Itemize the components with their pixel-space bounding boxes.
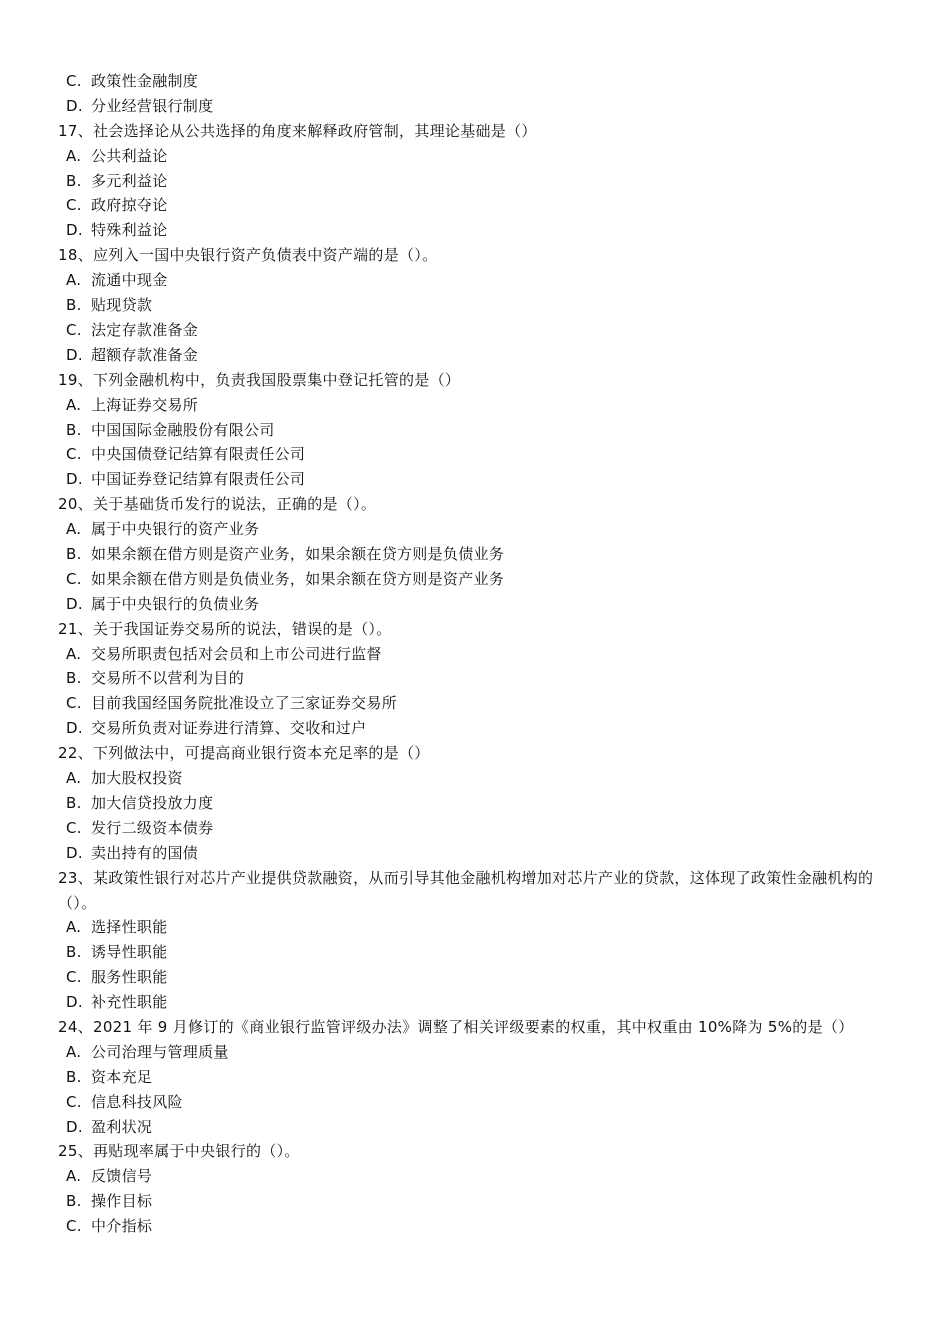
option-text: 交易所职责包括对会员和上市公司进行监督 — [91, 644, 382, 663]
question-stem — [58, 1139, 898, 1164]
option-text: 卖出持有的国债 — [91, 843, 199, 862]
option-letter: A. — [66, 1167, 82, 1186]
option-text: 特殊利益论 — [91, 221, 168, 240]
option-b — [58, 1189, 898, 1214]
option-a — [58, 268, 898, 293]
option-b — [58, 1065, 898, 1090]
option-d — [58, 990, 898, 1015]
option-b — [58, 542, 898, 567]
question-stem — [58, 1015, 898, 1040]
question-number: 23、 — [58, 868, 93, 887]
option-a — [58, 915, 898, 940]
option-c — [58, 1214, 898, 1239]
option-letter: B. — [66, 544, 82, 563]
option-text: 反馈信号 — [91, 1167, 153, 1186]
option-b — [58, 940, 898, 965]
option-text: 超额存款准备金 — [91, 345, 199, 364]
question-21 — [58, 617, 898, 741]
option-d — [58, 841, 898, 866]
option-d — [58, 467, 898, 492]
option-d — [58, 716, 898, 741]
option-c — [58, 816, 898, 841]
option-c — [58, 69, 898, 94]
question-stem — [58, 617, 898, 642]
option-c — [58, 567, 898, 592]
option-a — [58, 1040, 898, 1065]
option-text: 分业经营银行制度 — [91, 96, 214, 115]
question-number: 25、 — [58, 1142, 93, 1161]
option-text: 盈利状况 — [91, 1117, 153, 1136]
option-d — [58, 94, 898, 119]
option-text: 公共利益论 — [91, 146, 168, 165]
option-d — [58, 343, 898, 368]
option-text: 信息科技风险 — [91, 1092, 183, 1111]
option-letter: B. — [66, 793, 82, 812]
option-b — [58, 169, 898, 194]
question-16-tail — [58, 69, 898, 119]
option-text: 诱导性职能 — [91, 943, 168, 962]
question-number: 18、 — [58, 246, 93, 265]
option-a — [58, 393, 898, 418]
option-letter: C. — [66, 968, 82, 987]
question-number: 24、 — [58, 1017, 93, 1036]
option-text: 交易所负责对证券进行清算、交收和过户 — [91, 719, 367, 738]
option-letter: A. — [66, 271, 82, 290]
option-letter: C. — [66, 445, 82, 464]
option-letter: A. — [66, 918, 82, 937]
option-d — [58, 218, 898, 243]
option-text: 政府掠夺论 — [91, 196, 168, 215]
option-letter: C. — [66, 694, 82, 713]
question-text: 下列做法中，可提高商业银行资本充足率的是（） — [93, 744, 430, 763]
option-text: 政策性金融制度 — [91, 72, 199, 90]
option-a — [58, 144, 898, 169]
option-text: 中国证券登记结算有限责任公司 — [91, 470, 306, 489]
option-letter: D. — [66, 1117, 83, 1136]
option-letter: D. — [66, 993, 83, 1012]
option-text: 服务性职能 — [91, 968, 168, 987]
option-text: 发行二级资本债券 — [91, 818, 214, 837]
option-letter: C. — [66, 818, 82, 837]
question-stem — [58, 741, 898, 766]
option-text: 流通中现金 — [91, 271, 168, 290]
question-text: 关于我国证券交易所的说法，错误的是（）。 — [93, 619, 392, 638]
option-text: 资本充足 — [91, 1067, 153, 1086]
option-a — [58, 1164, 898, 1189]
option-text: 中央国债登记结算有限责任公司 — [91, 445, 306, 464]
question-24 — [58, 1015, 898, 1139]
question-25 — [58, 1139, 898, 1239]
option-letter: A. — [66, 1042, 82, 1061]
question-stem — [58, 368, 898, 393]
option-letter: B. — [66, 1192, 82, 1211]
option-text: 加大股权投资 — [91, 769, 183, 788]
option-letter: D. — [66, 96, 83, 115]
question-number: 19、 — [58, 370, 93, 389]
option-text: 多元利益论 — [91, 171, 168, 190]
option-c — [58, 691, 898, 716]
option-text: 上海证券交易所 — [91, 395, 199, 414]
option-letter: B. — [66, 420, 82, 439]
option-letter: B. — [66, 943, 82, 962]
option-text: 中介指标 — [91, 1217, 153, 1236]
question-17 — [58, 119, 898, 243]
question-18 — [58, 243, 898, 367]
option-text: 如果余额在借方则是资产业务，如果余额在贷方则是负债业务 — [91, 544, 505, 563]
option-letter: B. — [66, 1067, 82, 1086]
option-letter: C. — [66, 569, 82, 588]
option-text: 属于中央银行的资产业务 — [91, 520, 260, 539]
option-letter: C. — [66, 1217, 82, 1236]
option-letter: D. — [66, 345, 83, 364]
option-letter: D. — [66, 470, 83, 489]
option-a — [58, 766, 898, 791]
question-20 — [58, 492, 898, 616]
option-letter: A. — [66, 520, 82, 539]
option-text: 目前我国经国务院批准设立了三家证券交易所 — [91, 694, 398, 713]
question-text: 社会选择论从公共选择的角度来解释政府管制，其理论基础是（） — [93, 121, 537, 140]
option-letter: C. — [66, 320, 82, 339]
question-stem — [58, 866, 898, 916]
option-letter: C. — [66, 196, 82, 215]
question-text: 再贴现率属于中央银行的（）。 — [93, 1142, 300, 1161]
option-text: 加大信贷投放力度 — [91, 793, 214, 812]
option-text: 如果余额在借方则是负债业务，如果余额在贷方则是资产业务 — [91, 569, 505, 588]
option-letter: A. — [66, 644, 82, 663]
option-a — [58, 517, 898, 542]
option-letter: C. — [66, 72, 82, 90]
option-letter: C. — [66, 1092, 82, 1111]
question-22 — [58, 741, 898, 865]
option-text: 法定存款准备金 — [91, 320, 199, 339]
question-number: 21、 — [58, 619, 93, 638]
option-text: 交易所不以营利为目的 — [91, 669, 245, 688]
option-text: 属于中央银行的负债业务 — [91, 594, 260, 613]
option-a — [58, 642, 898, 667]
option-c — [58, 965, 898, 990]
question-text: 下列金融机构中，负责我国股票集中登记托管的是（） — [93, 370, 461, 389]
question-text: 应列入一国中央银行资产负债表中资产端的是（）。 — [93, 246, 438, 265]
question-stem — [58, 243, 898, 268]
question-stem — [58, 492, 898, 517]
option-d — [58, 592, 898, 617]
question-stem — [58, 119, 898, 144]
option-letter: B. — [66, 669, 82, 688]
option-c — [58, 1090, 898, 1115]
option-c — [58, 318, 898, 343]
option-text: 操作目标 — [91, 1192, 153, 1211]
option-letter: A. — [66, 395, 82, 414]
option-letter: D. — [66, 594, 83, 613]
option-letter: A. — [66, 769, 82, 788]
option-b — [58, 791, 898, 816]
exam-page — [58, 69, 898, 1239]
option-c — [58, 442, 898, 467]
question-text: 关于基础货币发行的说法，正确的是（）。 — [93, 495, 377, 514]
option-d — [58, 1115, 898, 1140]
option-text: 选择性职能 — [91, 918, 168, 937]
question-23 — [58, 866, 898, 1015]
question-number: 22、 — [58, 744, 93, 763]
option-letter: D. — [66, 221, 83, 240]
option-letter: B. — [66, 296, 82, 315]
option-b — [58, 418, 898, 443]
question-text: 2021 年 9 月修订的《商业银行监管评级办法》调整了相关评级要素的权重，其中权重由 10%降为 5%的是（） — [93, 1017, 854, 1036]
option-text: 中国国际金融股份有限公司 — [91, 420, 275, 439]
option-c — [58, 193, 898, 218]
question-19 — [58, 368, 898, 492]
option-letter: D. — [66, 843, 83, 862]
option-text: 公司治理与管理质量 — [91, 1042, 229, 1061]
question-text: 某政策性银行对芯片产业提供贷款融资，从而引导其他金融机构增加对芯片产业的贷款，这体现了政策性金融机构的（）。 — [58, 868, 874, 912]
question-number: 20、 — [58, 495, 93, 514]
option-letter: D. — [66, 719, 83, 738]
option-text: 补充性职能 — [91, 993, 168, 1012]
option-b — [58, 293, 898, 318]
option-text: 贴现贷款 — [91, 296, 153, 315]
option-b — [58, 666, 898, 691]
option-letter: B. — [66, 171, 82, 190]
question-number: 17、 — [58, 121, 93, 140]
option-letter: A. — [66, 146, 82, 165]
